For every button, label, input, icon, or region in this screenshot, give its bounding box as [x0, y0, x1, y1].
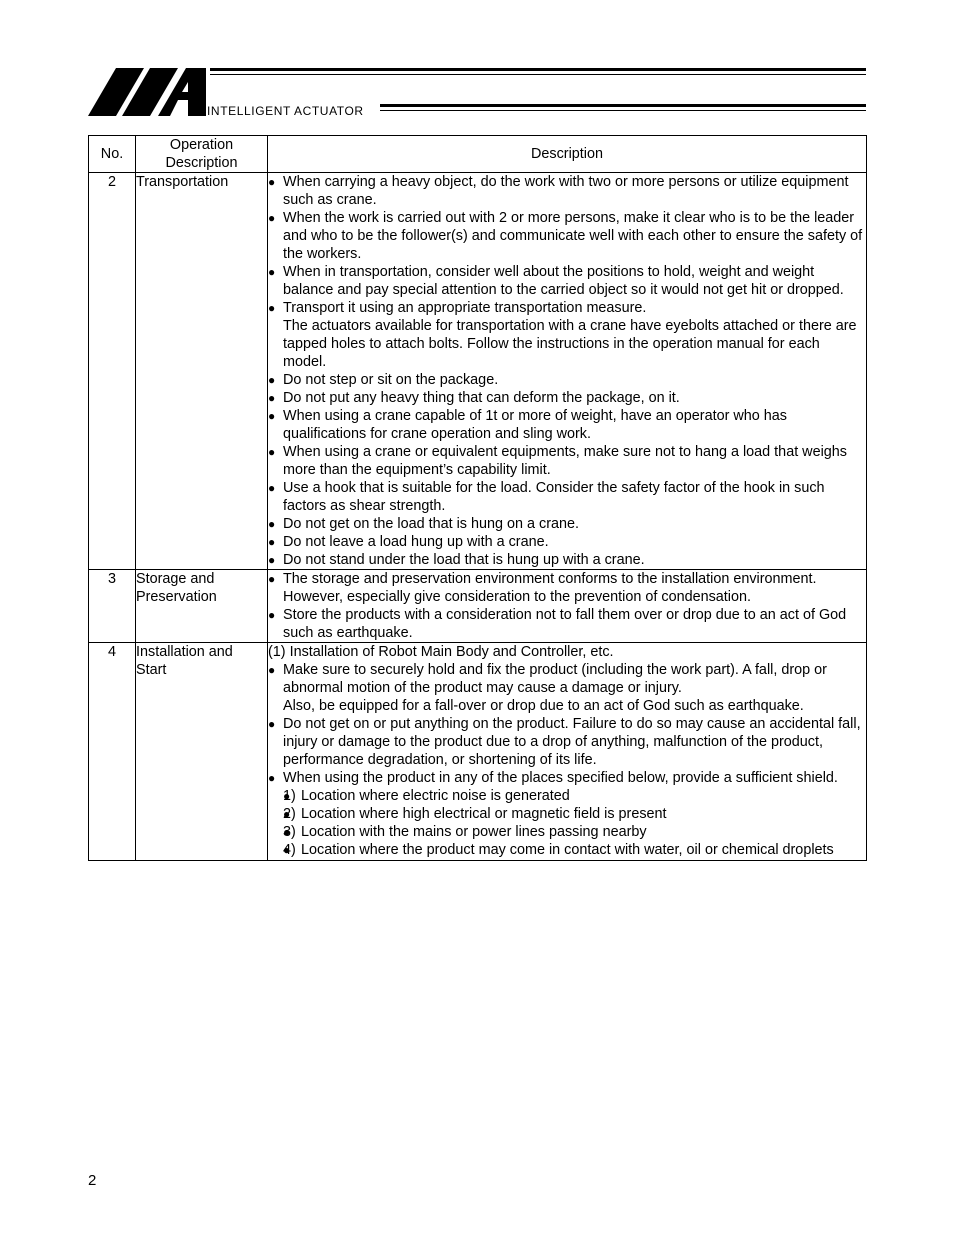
list-item: ● 4) Location where the product may come in contact with water, oil or chemical droplets [283, 841, 866, 859]
table-row [89, 173, 867, 570]
section-intro: (1) Installation of Robot Main Body and Controller, etc. [268, 644, 614, 660]
list-item: ● When using the product in any of the places specified below, provide a sufficient shield. ● 1) Location where electric noise is generated ● 2) Location where high electrical or magnetic field is present ● 3) Location with the mains or power lines passing nearby ● 4) Location where the product may come in contact with water, oil or chemical droplets [268, 769, 866, 859]
list-item: ● Do not get on or put anything on the product. Failure to do so may cause an accidental fall, injury or damage to the product due to a drop of anything, malfunction of the product, performance degradation, or shortening of its life. [268, 715, 866, 769]
list-item: ● Do not get on the load that is hung on a crane. [268, 515, 866, 533]
page-number: 2 [88, 1172, 97, 1189]
row-number: 2 [89, 173, 136, 570]
operations-table [88, 135, 867, 861]
list-item: ● Transport it using an appropriate transportation measure. The actuators available for transportation with a crane have eyebolts attached or there are tapped holes to attach bolts. Follow the instructions in the operation manual for each model. [268, 299, 866, 371]
bullet-list [268, 570, 866, 642]
operation-description: Installation and Start [136, 643, 268, 861]
list-item: ● Do not leave a load hung up with a crane. [268, 533, 866, 551]
list-item: ● Use a hook that is suitable for the load. Consider the safety factor of the hook in such factors as shear strength. [268, 479, 866, 515]
location-list [283, 787, 866, 859]
header-no: No. [89, 136, 136, 173]
bullet-note: The actuators available for transportation with a crane have eyebolts attached or there are tapped holes to attach bolts. Follow the instructions in the operation manual for each model. [283, 318, 857, 370]
list-item: ● Do not step or sit on the package. [268, 371, 866, 389]
header-operation: Operation Description [136, 136, 268, 173]
description-cell [268, 643, 867, 861]
table-header-row [89, 136, 867, 173]
bullet-list [268, 661, 866, 859]
list-item: ● When using a crane or equivalent equipments, make sure not to hang a load that weighs more than the equipment’s capability limit. [268, 443, 866, 479]
description-cell [268, 173, 867, 570]
list-item: ● Do not put any heavy thing that can deform the package, on it. [268, 389, 866, 407]
list-item: ● 2) Location where high electrical or magnetic field is present [283, 805, 866, 823]
list-item: ● When using a crane capable of 1t or more of weight, have an operator who has qualifications for crane operation and sling work. [268, 407, 866, 443]
bullet-list [268, 173, 866, 569]
iai-logo-icon [88, 66, 208, 118]
list-item: ● When the work is carried out with 2 or more persons, make it clear who is to be the leader and who to be the follower(s) and communicate well with each other to ensure the safety of the workers. [268, 209, 866, 263]
header-rule-top-thin [210, 74, 866, 75]
list-item: ● When in transportation, consider well about the positions to hold, weight and weight balance and pay special attention to the carried object so it would not get hit or dropped. [268, 263, 866, 299]
table-row [89, 643, 867, 861]
bullet-note: Also, be equipped for a fall-over or drop due to an act of God such as earthquake. [283, 698, 804, 714]
header-rule-top-thick [210, 68, 866, 71]
list-item: ● 1) Location where electric noise is generated [283, 787, 866, 805]
description-cell [268, 570, 867, 643]
header-rule-bottom-thick [380, 104, 866, 107]
list-item: ● 3) Location with the mains or power lines passing nearby [283, 823, 866, 841]
page-header [88, 64, 866, 120]
table-row [89, 570, 867, 643]
operation-description: Storage and Preservation [136, 570, 268, 643]
list-item: ● When carrying a heavy object, do the work with two or more persons or utilize equipment such as crane. [268, 173, 866, 209]
list-item: ● The storage and preservation environment conforms to the installation environment. However, especially give consideration to the prevention of condensation. [268, 570, 866, 606]
header-description: Description [268, 136, 867, 173]
row-number: 3 [89, 570, 136, 643]
header-rule-bottom-thin [380, 110, 866, 111]
row-number: 4 [89, 643, 136, 861]
operation-description: Transportation [136, 173, 268, 570]
list-item: ● Do not stand under the load that is hung up with a crane. [268, 551, 866, 569]
list-item: ● Make sure to securely hold and fix the product (including the work part). A fall, drop or abnormal motion of the product may cause a damage or injury. Also, be equipped for a fall-over or drop due to an act of God such as earthquake. [268, 661, 866, 715]
list-item: ● Store the products with a consideration not to fall them over or drop due to an act of God such as earthquake. [268, 606, 866, 642]
brand-name: INTELLIGENT ACTUATOR [207, 104, 364, 118]
